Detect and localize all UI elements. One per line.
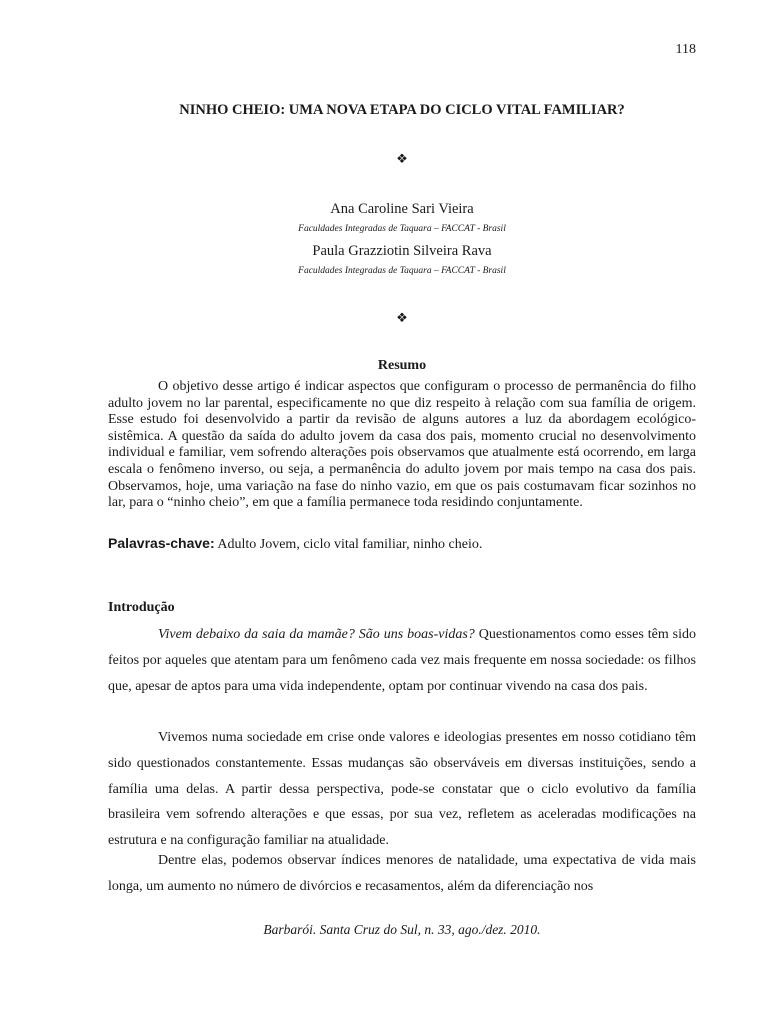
author-name-1: Ana Caroline Sari Vieira [330, 201, 474, 217]
keywords-list: Adulto Jovem, ciclo vital familiar, ninho cheio. [217, 537, 483, 552]
intro-paragraph-2: Vivemos numa sociedade em crise onde valores e ideologias presentes em nosso cotidiano têm sido questionados constantemente. Essas mudanças são observáveis em diversas instituições, sendo a família uma delas. A partir dessa perspectiva, pode-se constatar que o ciclo evolutivo da família brasileira vem sofrendo alterações e que essas, por sua vez, refletem as aceleradas modificações na estrutura e na configuração familiar na atualidade. [108, 730, 696, 849]
intro-paragraph-1-italic: Vivem debaixo da saia da mamãe? São uns boas-vidas? [158, 627, 475, 642]
author-name-2: Paula Grazziotin Silveira Rava [312, 243, 492, 259]
intro-paragraph-1-text: Questionamentos como esses têm sido feitos por aqueles que atentam para um fenômeno cada vez mais frequente em nossa sociedade: os filhos que, apesar de aptos para uma vida independente, optam por continuar vivendo na casa dos pais. [108, 627, 697, 694]
intro-paragraph-3: Dentre elas, podemos observar índices menores de natalidade, uma expectativa de vida mais longa, um aumento no número de divórcios e recasamentos, além da diferenciação nos [108, 853, 696, 894]
abstract-heading: Resumo [377, 358, 427, 373]
keywords-label: Palavras-chave: [108, 535, 215, 551]
abstract-text: O objetivo desse artigo é indicar aspectos que configuram o processo de permanência do filho adulto jovem no lar parental, especificamente no que diz respeito à relação com sua família de origem. Esse estudo foi desenvolvido a partir da revisão de alguns autores a luz da abordagem ecológico-sistêmica. A questão da saída do adulto jovem da casa dos pais, momento crucial no desenvolvimento individual e familiar, vem sofrendo alterações pois observamos que atualmente está ocorrendo, em larga escala o fenômeno inverso, ou seja, a permanência do adulto jovem por mais tempo na casa dos pais. Observamos, hoje, uma variação na fase do ninho vazio, em que os pais costumavam ficar sozinhos no lar, para o “ninho cheio”, em que a família permanece toda residindo conjuntamente. [108, 379, 696, 511]
intro-paragraph-1 [108, 622, 696, 699]
author-affiliation-2: Faculdades Integradas de Taquara – FACCAT - Brasil [298, 266, 506, 276]
keywords-line [108, 535, 696, 554]
journal-footer: Barbarói. Santa Cruz do Sul, n. 33, ago./dez. 2010. [263, 922, 541, 937]
page-number: 118 [675, 42, 696, 57]
author-affiliation-1: Faculdades Integradas de Taquara – FACCAT - Brasil [298, 224, 506, 234]
diamond-separator-icon: ❖ [396, 151, 408, 166]
diamond-separator-icon: ❖ [396, 310, 408, 325]
introduction-heading: Introdução [108, 600, 175, 615]
article-title: NINHO CHEIO: UMA NOVA ETAPA DO CICLO VITAL FAMILIAR? [179, 102, 625, 118]
